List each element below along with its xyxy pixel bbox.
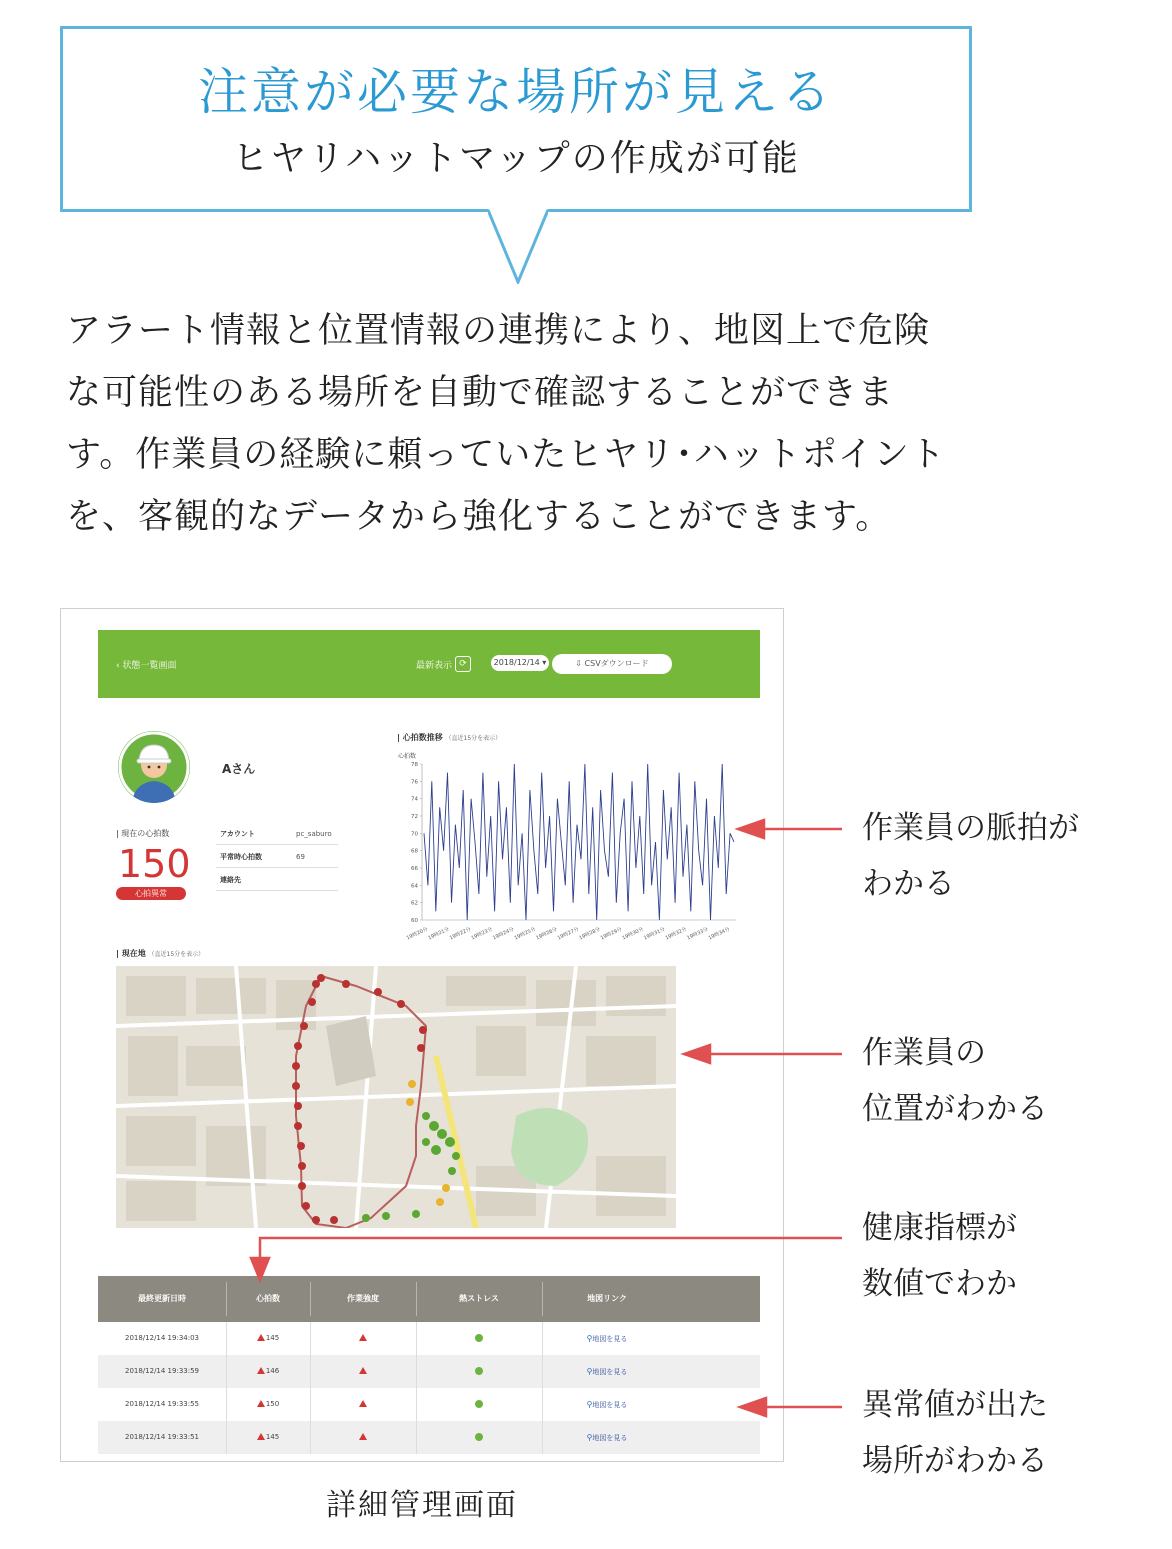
cell-hr (226, 1388, 310, 1421)
annotation-line: 位置がわかる (862, 1091, 1048, 1127)
hr-value: 145 (265, 1433, 280, 1441)
cell-heat (416, 1388, 542, 1421)
y-tick-label: 68 (411, 848, 418, 855)
intro-paragraph (66, 300, 1016, 548)
map-subtitle: （直近15分を表示） (148, 951, 205, 958)
x-tick-label: 19時29分 (599, 926, 623, 942)
speech-bubble-tail (488, 208, 548, 284)
warning-icon (359, 1400, 367, 1407)
info-key: 連絡先 (220, 876, 241, 884)
series-line (424, 764, 734, 920)
cell-hr (226, 1322, 310, 1355)
chart-title (397, 732, 501, 743)
heart-rate-chart (392, 748, 742, 944)
map-link-text[interactable]: 地図を見る (592, 1401, 628, 1409)
info-value: 69 (296, 853, 305, 861)
current-hr-value: 150 (118, 842, 191, 886)
cell-hr (226, 1355, 310, 1388)
subheadline: ヒヤリハットマップの作成が可能 (232, 138, 800, 179)
y-tick-label: 72 (411, 814, 418, 820)
map-pin-icon: ⚲ (586, 1400, 593, 1409)
warning-icon (257, 1367, 265, 1374)
latest-display-label: 最新表示 (416, 661, 453, 671)
cell-intensity (310, 1421, 416, 1454)
info-key: 平常時心拍数 (220, 853, 262, 861)
date-select[interactable]: 2018/12/14 ▾ (491, 655, 549, 671)
map-link[interactable] (542, 1322, 672, 1355)
intro-line: を、客観的なデータから強化することができます。 (66, 497, 892, 537)
cell-time: 2018/12/14 19:34:03 (124, 1334, 199, 1342)
x-tick-label: 19時31分 (642, 926, 667, 942)
y-tick-label: 78 (411, 762, 418, 768)
x-tick-label: 19時26分 (535, 926, 559, 942)
x-tick-label: 19時28分 (578, 926, 602, 942)
info-row-account (216, 824, 338, 845)
map-link-text[interactable]: 地図を見る (592, 1335, 628, 1343)
annotation-abnormal (862, 1377, 1048, 1489)
cell-time: 2018/12/14 19:33:51 (124, 1433, 199, 1441)
x-tick-label: 19時22分 (448, 926, 472, 942)
map-pin-icon: ⚲ (586, 1334, 593, 1343)
ok-dot-icon (475, 1367, 483, 1375)
hr-value: 146 (265, 1367, 280, 1375)
col-header: 地図リンク (587, 1294, 627, 1303)
cell-time: 2018/12/14 19:33:55 (124, 1400, 199, 1408)
annotation-location (862, 1025, 1048, 1137)
table-row (98, 1388, 760, 1421)
annotation-line: 健康指標が (862, 1210, 1017, 1246)
hr-value: 150 (265, 1400, 280, 1408)
y-tick-label: 64 (411, 883, 418, 890)
x-tick-label: 19時34分 (707, 926, 731, 942)
annotation-line: 作業員の (862, 1035, 986, 1071)
chart-title-text: | 心拍数推移 (397, 733, 443, 742)
table-row (98, 1322, 760, 1355)
map-link-text[interactable]: 地図を見る (592, 1368, 628, 1376)
intro-line: な可能性のある場所を自動で確認することができま (66, 373, 895, 413)
annotation-line: 作業員の脈拍が (862, 810, 1079, 846)
cell-hr (226, 1421, 310, 1454)
map-link[interactable] (542, 1355, 672, 1388)
y-tick-label: 70 (411, 831, 418, 838)
intro-line: アラート情報と位置情報の連携により、地図上で危険 (66, 311, 931, 351)
worker-icon (118, 731, 190, 803)
annotation-line: 異常値が出た (862, 1387, 1048, 1423)
map-title-text: | 現在地 (116, 949, 146, 958)
map-title (116, 948, 204, 959)
cell-heat (416, 1421, 542, 1454)
chart-subtitle: （直近15分を表示） (445, 735, 502, 742)
y-tick-label: 62 (411, 900, 418, 907)
cell-intensity (310, 1355, 416, 1388)
cell-heat (416, 1322, 542, 1355)
warning-icon (359, 1433, 367, 1440)
annotation-line: わかる (862, 866, 955, 902)
avatar (118, 731, 190, 803)
x-tick-label: 19時20分 (405, 926, 429, 942)
table-row (98, 1355, 760, 1388)
location-map[interactable] (116, 966, 676, 1228)
warning-icon (257, 1433, 265, 1440)
annotation-health (862, 1200, 1017, 1312)
ok-dot-icon (475, 1334, 483, 1342)
x-tick-label: 19時21分 (427, 926, 451, 942)
info-row-contact (216, 870, 338, 891)
col-header: 作業強度 (347, 1294, 379, 1303)
warning-icon (359, 1367, 367, 1374)
cell-intensity (310, 1322, 416, 1355)
y-tick-label: 76 (411, 779, 418, 786)
screenshot-caption: 詳細管理画面 (326, 1488, 518, 1523)
warning-icon (359, 1334, 367, 1341)
annotation-pulse (862, 800, 1079, 912)
y-axis-label: 心拍数 (398, 753, 417, 760)
info-value: pc_saburo (296, 830, 332, 838)
col-header: 心拍数 (256, 1294, 280, 1303)
map-link-text[interactable]: 地図を見る (592, 1434, 628, 1442)
y-tick-label: 74 (411, 796, 418, 803)
y-tick-label: 60 (411, 918, 418, 924)
ok-dot-icon (475, 1400, 483, 1408)
map-pin-icon: ⚲ (586, 1367, 593, 1376)
col-header: 最終更新日時 (138, 1294, 186, 1303)
x-tick-label: 19時30分 (621, 926, 645, 942)
current-hr-label: | 現在の心拍数 (116, 829, 170, 838)
cell-intensity (310, 1388, 416, 1421)
map-link[interactable] (542, 1388, 672, 1421)
back-to-list-link[interactable]: ‹ 状態一覧画面 (116, 661, 177, 671)
warning-icon (257, 1334, 265, 1341)
y-tick-label: 66 (411, 866, 418, 872)
info-key: アカウント (220, 830, 255, 838)
hr-status-badge: 心拍異常 (116, 887, 186, 900)
warning-icon (257, 1400, 265, 1407)
annotation-line: 場所がわかる (862, 1443, 1048, 1479)
csv-download-button[interactable]: ⇩ CSVダウンロード (552, 654, 672, 674)
hr-value: 145 (265, 1334, 280, 1342)
x-tick-label: 19時27分 (556, 926, 580, 942)
x-tick-label: 19時32分 (664, 926, 688, 942)
refresh-icon[interactable]: ⟳ (455, 656, 471, 672)
x-tick-label: 19時23分 (470, 926, 494, 942)
table-header (98, 1276, 760, 1322)
map-pin-icon: ⚲ (586, 1433, 593, 1442)
headline: 注意が必要な場所が見える (198, 63, 834, 121)
info-row-normal-hr (216, 847, 338, 868)
cell-heat (416, 1355, 542, 1388)
cell-time: 2018/12/14 19:33:59 (124, 1367, 199, 1375)
col-header: 熱ストレス (459, 1294, 499, 1303)
annotation-line: 数値でわか (862, 1266, 1017, 1302)
x-tick-label: 19時25分 (513, 926, 537, 942)
map-link[interactable] (542, 1421, 672, 1454)
worker-name: Aさん (222, 762, 256, 776)
x-tick-label: 19時24分 (491, 926, 516, 942)
table-row (98, 1421, 760, 1454)
x-tick-label: 19時33分 (686, 926, 710, 942)
ok-dot-icon (475, 1433, 483, 1441)
intro-line: す。作業員の経験に頼っていたヒヤリ･ハットポイント (66, 435, 946, 475)
